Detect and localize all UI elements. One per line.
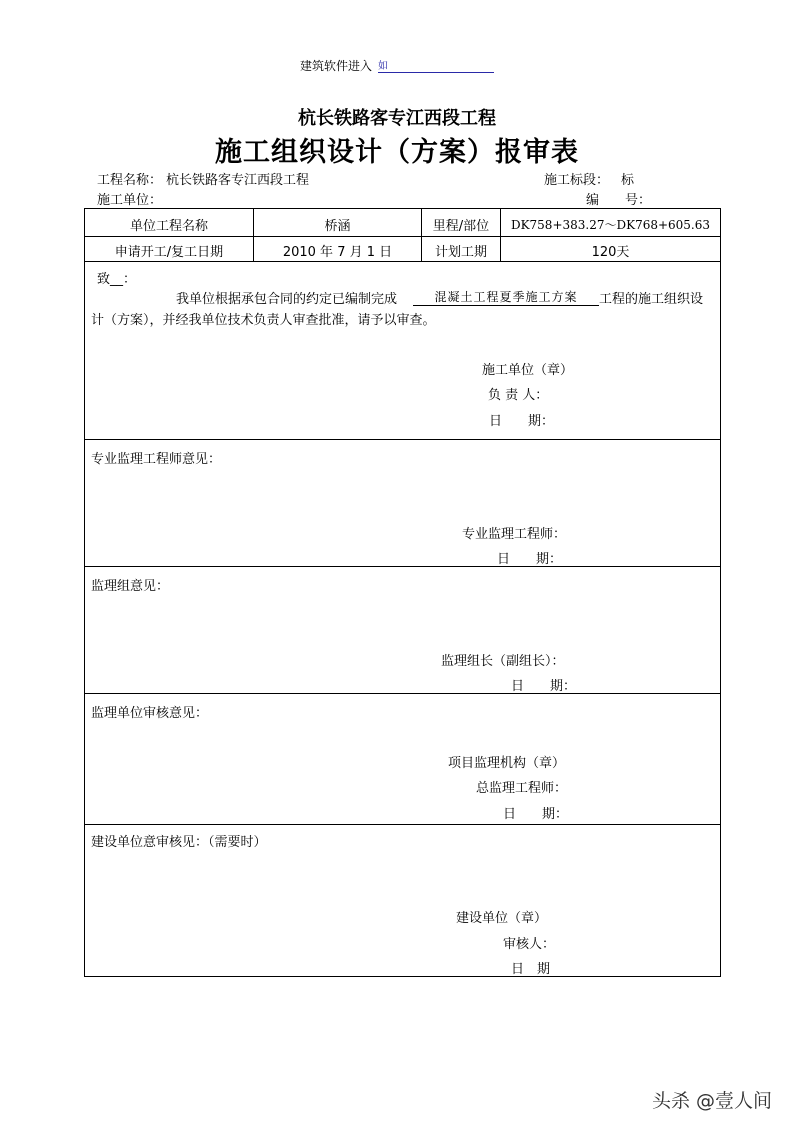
header-link-text[interactable]: 如 — [378, 61, 388, 72]
engineer-opinion-heading: 专业监理工程师意见： — [91, 452, 222, 467]
application-text-1a: 我单位根据承包合同的约定已编制完成 — [176, 292, 398, 307]
chief-engineer-signature: 总监理工程师： — [476, 781, 568, 796]
application-date: 日 期： — [489, 414, 555, 429]
plan-name: 混凝土工程夏季施工方案 — [413, 288, 599, 306]
table-border-bottom — [84, 976, 721, 977]
header-note: 建筑软件进入 — [300, 59, 373, 73]
section-value: 标 — [621, 173, 635, 188]
form-title: 施工组织设计（方案）报审表 — [215, 137, 579, 168]
project-name-value: 杭长铁路客专江西段工程 — [166, 173, 310, 188]
section-divider — [84, 824, 721, 825]
source-watermark: 头杀 @壹人间 — [652, 1090, 773, 1112]
owner-reviewer: 审核人： — [503, 937, 556, 952]
start-date-value: 2010 年 7 月 1 日 — [282, 245, 393, 260]
project-title: 杭长铁路客专江西段工程 — [298, 108, 496, 129]
responsible-person: 负 责 人： — [488, 388, 549, 403]
table-border-left — [84, 208, 85, 977]
owner-seal: 建设单位（章） — [456, 911, 548, 926]
supervisor-date: 日 期： — [503, 807, 569, 822]
project-name-label: 工程名称： — [97, 173, 163, 188]
planned-duration-label: 计划工期 — [434, 245, 487, 260]
section-divider — [84, 566, 721, 567]
start-date-label: 申请开工/复工日期 — [114, 245, 224, 260]
construction-unit-seal: 施工单位（章） — [482, 363, 574, 378]
owner-date: 日 期 — [511, 962, 551, 977]
section-divider — [84, 693, 721, 694]
supervisor-opinion-heading: 监理单位审核意见： — [91, 706, 209, 721]
group-leader-signature: 监理组长（副组长）： — [441, 654, 565, 669]
group-opinion-heading: 监理组意见： — [91, 579, 170, 594]
header-link[interactable] — [378, 57, 494, 73]
table-border-top — [84, 208, 721, 209]
mileage-value: DK758+383.27～DK768+605.63 — [510, 218, 711, 232]
engineer-signature: 专业监理工程师： — [462, 527, 567, 542]
planned-duration-value: 120天 — [591, 245, 630, 260]
unit-label: 施工单位： — [97, 193, 163, 208]
application-text-1c: 工程的施工组织设 — [599, 292, 704, 307]
engineer-date: 日 期： — [497, 552, 563, 567]
application-text-2: 计（方案），并经我单位技术负责人审查批准，请予以审查。 — [91, 313, 436, 328]
section-divider — [84, 439, 721, 440]
group-date: 日 期： — [511, 679, 577, 694]
unit-project-name-value: 桥涵 — [324, 219, 351, 234]
owner-opinion-heading: 建设单位意审核见：（需要时） — [91, 835, 267, 850]
number-label: 编 号： — [586, 193, 652, 208]
table-row-divider — [84, 236, 721, 237]
section-label: 施工标段： — [544, 173, 610, 188]
addressee: 致__： — [97, 272, 137, 287]
table-row-divider — [84, 261, 721, 262]
mileage-label: 里程/部位 — [432, 219, 490, 234]
table-border-right — [720, 208, 721, 977]
unit-project-name-label: 单位工程名称 — [129, 219, 208, 234]
supervisor-seal: 项目监理机构（章） — [448, 756, 566, 771]
